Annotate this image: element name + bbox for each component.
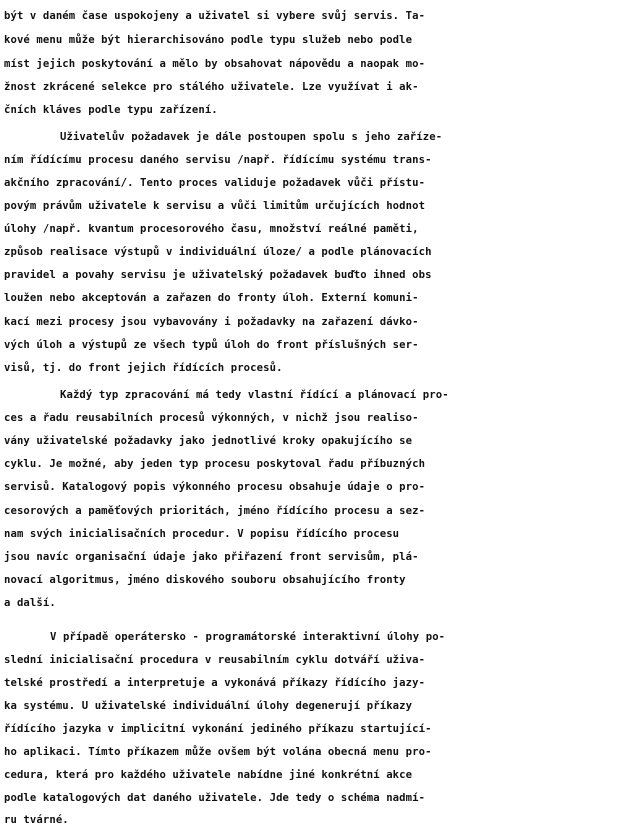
text-line: ho aplikaci. Tímto příkazem může ovšem být volána obecná menu pro- [4, 746, 432, 758]
text-line: cesorových a paměťových prioritách, jméno řídícího procesu a sez- [4, 505, 426, 517]
text-line: vých úloh a výstupů ze všech typů úloh do front příslušných ser- [4, 339, 419, 351]
text-line: cyklu. Je možné, aby jeden typ procesu poskytoval řadu příbuzných [4, 458, 426, 470]
text-line: čních kláves podle typu zařízení. [4, 104, 218, 116]
text-line: řídícího jazyka v implicitní vykonání jediného příkazu startující- [4, 723, 432, 735]
text-line: způsob realisace výstupů v individuální úloze/ a podle plánovacích [4, 246, 432, 258]
text-line: Uživatelův požadavek je dále postoupen spolu s jeho zaříze- [60, 131, 443, 143]
text-line: pravidel a povahy servisu je uživatelský požadavek buďto ihned obs [4, 269, 432, 281]
text-line: novací algoritmus, jméno diskového souboru obsahujícího fronty [4, 574, 406, 586]
text-line: V případě operátersko - programátorské interaktivní úlohy po- [50, 631, 446, 643]
text-line: žnost zkrácené selekce pro stálého uživatele. Lze využívat i ak- [4, 81, 419, 93]
text-line: Každý typ zpracování má tedy vlastní řídící a plánovací pro- [60, 389, 449, 401]
text-line: být v daném čase uspokojeny a uživatel si vybere svůj servis. Ta- [4, 10, 426, 22]
text-line: cedura, která pro každého uživatele nabídne jiné konkrétní akce [4, 769, 413, 781]
text-line: ru tvárné. [4, 814, 69, 826]
text-line: podle katalogových dat daného uživatele. Jde tedy o schéma nadmí- [4, 792, 426, 804]
text-line: a další. [4, 597, 56, 609]
text-line: ces a řadu reusabilních procesů výkonných, v nichž jsou realiso- [4, 412, 419, 424]
text-line: jsou navíc organisační údaje jako přiřazení front servisům, plá- [4, 551, 419, 563]
text-line: slední inicialisační procedura v reusabilním cyklu dotváří uživa- [4, 654, 426, 666]
text-line: úlohy /např. kvantum procesorového času, množství reálné paměti, [4, 223, 419, 235]
text-line: vány uživatelské požadavky jako jednotlivé kroky opakujícího se [4, 435, 413, 447]
text-line: povým právům uživatele k servisu a vůči limitům určujících hodnot [4, 200, 426, 212]
text-line: míst jejich poskytování a mělo by obsahovat nápovědu a naopak mo- [4, 58, 426, 70]
text-line: visů, tj. do front jejich řídících procesů. [4, 362, 283, 374]
text-line: telské prostředí a interpretuje a vykonává příkazy řídícího jazy- [4, 677, 426, 689]
text-line: loužen nebo akceptován a zařazen do fronty úloh. Externí komuni- [4, 292, 419, 304]
text-line: servisů. Katalogový popis výkonného procesu obsahuje údaje o pro- [4, 481, 426, 493]
text-line: ním řídícímu procesu daného servisu /např. řídícímu systému trans- [4, 154, 432, 166]
text-line: akčního zpracování/. Tento proces validuje požadavek vůči přístu- [4, 177, 426, 189]
text-line: ka systému. U uživatelské individuální úlohy degenerují příkazy [4, 700, 413, 712]
text-line: kové menu může být hierarchisováno podle typu služeb nebo podle [4, 34, 413, 46]
text-line: nam svých inicialisačních procedur. V popisu řídícího procesu [4, 528, 400, 540]
text-line: kací mezi procesy jsou vybavovány i požadavky na zařazení dávko- [4, 316, 419, 328]
